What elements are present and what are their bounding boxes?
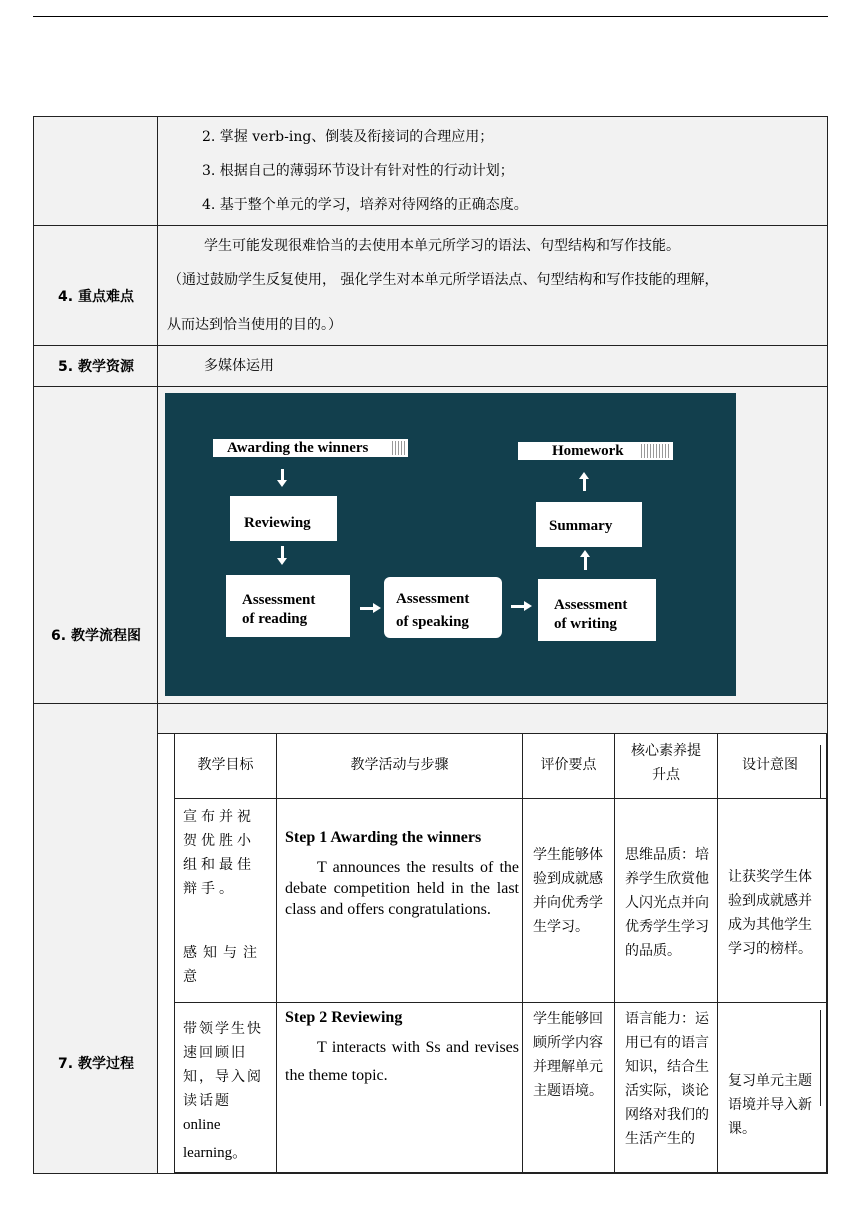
header-goal-cell (174, 733, 277, 799)
objectives-content-cell (157, 116, 828, 226)
arrow-writing-to-summary (584, 556, 587, 570)
header-intent: 设计意图 (742, 757, 798, 773)
arrow-reading-to-speaking (360, 607, 374, 610)
step1-goal-2: 感知与注意 (183, 945, 263, 985)
step2-intent-cell (717, 1002, 827, 1173)
key-difficulties-line-2: （通过鼓励学生反复使用， 强化学生对本单元所学语法点、句型结构和写作技能的理解， (168, 272, 719, 288)
header-core-cell (614, 733, 718, 799)
resources-label-cell (33, 345, 158, 387)
step1-activity: T announces the results of the debate competition held in the last class and offers congratulations. (285, 859, 519, 918)
step2-intent-rule (820, 1010, 821, 1106)
resources-label: 5. 教学资源 (58, 359, 134, 375)
step1-intent: 让获奖学生体验到成就感并成为其他学生学习的榜样。 (728, 869, 812, 957)
objective-line-3: 3. 根据自己的薄弱环节设计有针对性的行动计划； (202, 163, 514, 179)
step2-core-cell (614, 1002, 718, 1173)
step1-core-cell (614, 798, 718, 1003)
key-difficulties-label-cell (33, 225, 158, 346)
awarding-box-text: Awarding the winners (227, 440, 369, 456)
key-difficulties-line-3: 从而达到恰当使用的目的。） (167, 317, 342, 333)
assessment-writing-line-2: of writing (554, 616, 617, 632)
arrow-awarding-to-reviewing (281, 469, 284, 481)
assessment-speaking-line-1: Assessment (396, 591, 470, 607)
process-label-cell (33, 703, 158, 1174)
resources-content-cell (157, 345, 828, 387)
step1-goal-1: 宣布并祝贺优胜小组和最佳辩手。 (183, 809, 255, 897)
step1-core: 思维品质：培养学生欣赏他人闪光点并向优秀学生学习的品质。 (625, 847, 709, 959)
homework-box-text: Homework (552, 443, 624, 459)
reviewing-box (230, 496, 337, 541)
homework-box-stripes (641, 444, 671, 458)
step2-goal-1: 带领学生快速回顾旧知，导入阅读话题 (183, 1021, 263, 1109)
header-intent-rule (820, 745, 821, 800)
step2-activity-cell (276, 1002, 523, 1173)
assessment-writing-line-1: Assessment (554, 597, 628, 613)
step1-goal-cell (174, 798, 277, 1003)
key-difficulties-content-cell (157, 225, 828, 346)
step2-evaluation-cell (522, 1002, 615, 1173)
header-activity: 教学活动与步骤 (350, 757, 449, 773)
step2-goal-cell (174, 1002, 277, 1173)
process-label: 7. 教学过程 (58, 1056, 134, 1072)
step2-goal-3: learning。 (183, 1145, 248, 1161)
key-difficulties-line-1: 学生可能发现很难恰当的去使用本单元所学习的语法、句型结构和写作技能。 (204, 238, 680, 254)
summary-box (536, 502, 642, 547)
assessment-reading-line-2: of reading (242, 611, 308, 627)
step2-activity: T interacts with Ss and revises the theme topic. (285, 1039, 519, 1084)
header-evaluation: 评价要点 (540, 757, 597, 773)
step2-intent: 复习单元主题语境并导入新课。 (728, 1073, 812, 1137)
flowchart-label: 6. 教学流程图 (51, 628, 141, 644)
header-intent-cell (717, 733, 827, 799)
step2-title: Step 2 Reviewing (285, 1009, 403, 1026)
arrow-summary-to-homework (583, 478, 586, 491)
header-activity-cell (276, 733, 523, 799)
resources-text: 多媒体运用 (204, 358, 274, 374)
summary-box-text: Summary (549, 518, 613, 534)
header-core-line-2: 升点 (652, 767, 680, 783)
key-difficulties-label: 4. 重点难点 (58, 289, 134, 305)
assessment-speaking-line-2: of speaking (396, 614, 469, 630)
step2-core: 语言能力：运用已有的语言知识，结合生活实际，谈论网络对我们的生活产生的 (625, 1011, 709, 1147)
reviewing-box-text: Reviewing (244, 515, 311, 531)
assessment-writing-box (538, 579, 656, 641)
step1-intent-cell (717, 798, 827, 1003)
header-rule (33, 16, 828, 17)
objectives-label-cell (33, 116, 158, 226)
objective-line-2: 2. 掌握 verb-ing、倒装及衔接词的合理应用； (202, 129, 494, 145)
header-core-line-1: 核心素养提 (631, 743, 701, 759)
header-goal: 教学目标 (197, 757, 254, 773)
assessment-speaking-box (384, 577, 502, 638)
flowchart-diagram (165, 393, 736, 696)
step1-title: Step 1 Awarding the winners (285, 829, 482, 846)
homework-box (518, 442, 673, 460)
step1-activity-cell (276, 798, 523, 1003)
objective-line-4: 4. 基于整个单元的学习，培养对待网络的正确态度。 (202, 197, 528, 213)
awarding-box (213, 439, 408, 457)
header-evaluation-cell (522, 733, 615, 799)
step2-goal-2: online (183, 1117, 221, 1133)
arrow-speaking-to-writing (511, 605, 525, 608)
step1-evaluation: 学生能够体验到成就感并向优秀学生学习。 (533, 847, 603, 935)
assessment-reading-box (226, 575, 350, 637)
flowchart-label-cell (33, 386, 158, 704)
arrow-reviewing-to-reading (281, 546, 284, 559)
awarding-box-stripes (392, 441, 406, 455)
assessment-reading-line-1: Assessment (242, 592, 316, 608)
step2-evaluation: 学生能够回顾所学内容并理解单元主题语境。 (533, 1011, 603, 1099)
step1-evaluation-cell (522, 798, 615, 1003)
